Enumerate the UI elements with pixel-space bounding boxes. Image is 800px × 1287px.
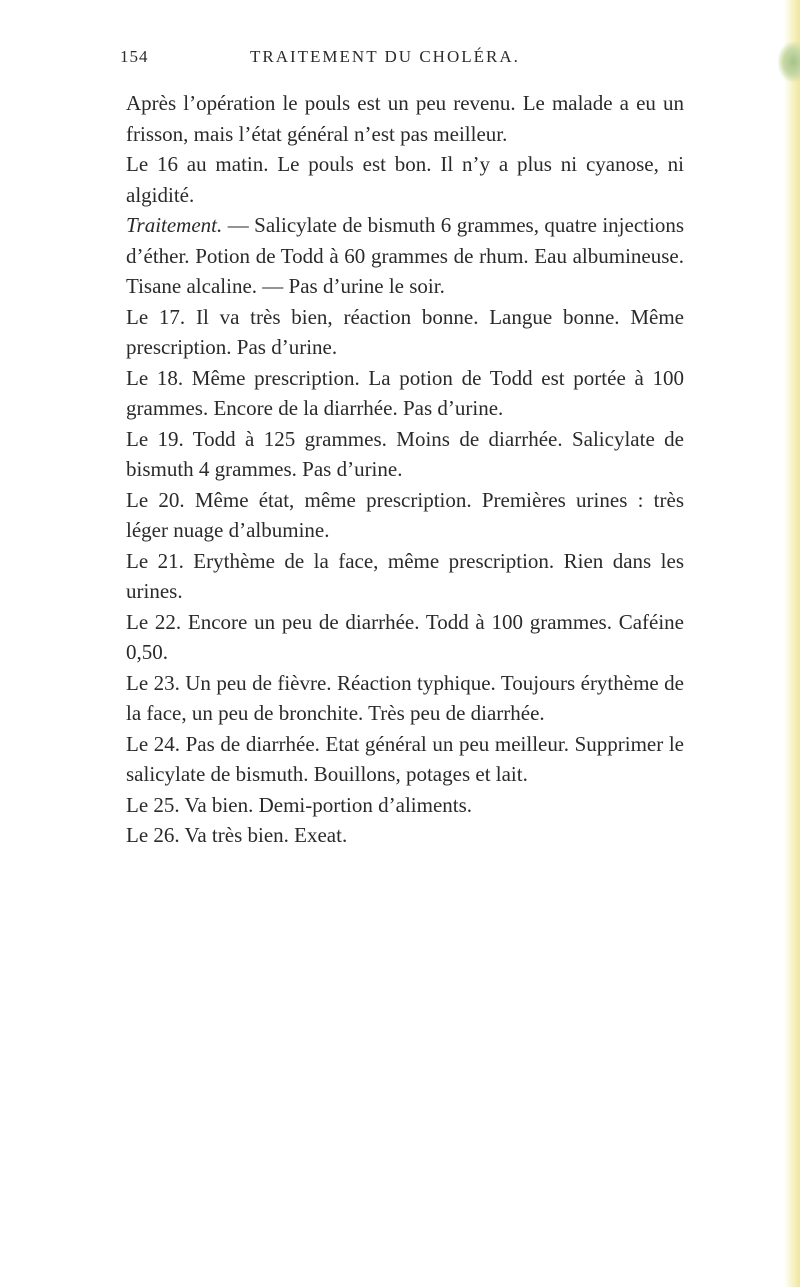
paragraph: Le 24. Pas de diarrhée. Etat général un peu meilleur. Supprimer le salicylate de bismuth. Bouillons, potages et lait.: [126, 731, 684, 786]
paragraph: [126, 210, 684, 302]
running-header: [120, 47, 680, 77]
page-corner-stain: [778, 42, 800, 82]
paragraph-lead: Traitement.: [126, 213, 223, 237]
paragraph: Le 17. Il va très bien, réaction bonne. Langue bonne. Même prescription. Pas d’urine.: [126, 304, 684, 359]
body-text: [126, 88, 684, 851]
paragraph: Le 26. Va très bien. Exeat.: [126, 823, 348, 847]
paragraph: Le 18. Même prescription. La potion de Todd est portée à 100 grammes. Encore de la diarrhée. Pas d’urine.: [126, 365, 684, 420]
paragraph: Après l’opération le pouls est un peu revenu. Le malade a eu un frisson, mais l’état général n’est pas meilleur.: [126, 91, 684, 146]
paragraph: Le 16 au matin. Le pouls est bon. Il n’y a plus ni cyanose, ni algidité.: [126, 152, 684, 207]
paragraph-text: — Salicylate de bismuth 6 grammes, quatre injections d’éther. Potion de Todd à 60 grammes de rhum. Eau albumineuse. Tisane alcaline. — Pas d’urine le soir.: [126, 213, 684, 298]
paragraph: Le 22. Encore un peu de diarrhée. Todd à 100 grammes. Caféine 0,50.: [126, 609, 684, 664]
page-edge-discoloration: [784, 0, 800, 1287]
paragraph: Le 23. Un peu de fièvre. Réaction typhique. Toujours érythème de la face, un peu de bronchite. Très peu de diarrhée.: [126, 670, 684, 725]
running-title: TRAITEMENT DU CHOLÉRA.: [250, 47, 520, 66]
paragraph: Le 19. Todd à 125 grammes. Moins de diarrhée. Salicylate de bismuth 4 grammes. Pas d’urine.: [126, 426, 684, 481]
paragraph: Le 20. Même état, même prescription. Premières urines : très léger nuage d’albumine.: [126, 487, 684, 542]
page-number: 154: [120, 47, 149, 66]
paragraph: Le 21. Erythème de la face, même prescription. Rien dans les urines.: [126, 548, 684, 603]
paragraph: Le 25. Va bien. Demi-portion d’aliments.: [126, 792, 473, 817]
